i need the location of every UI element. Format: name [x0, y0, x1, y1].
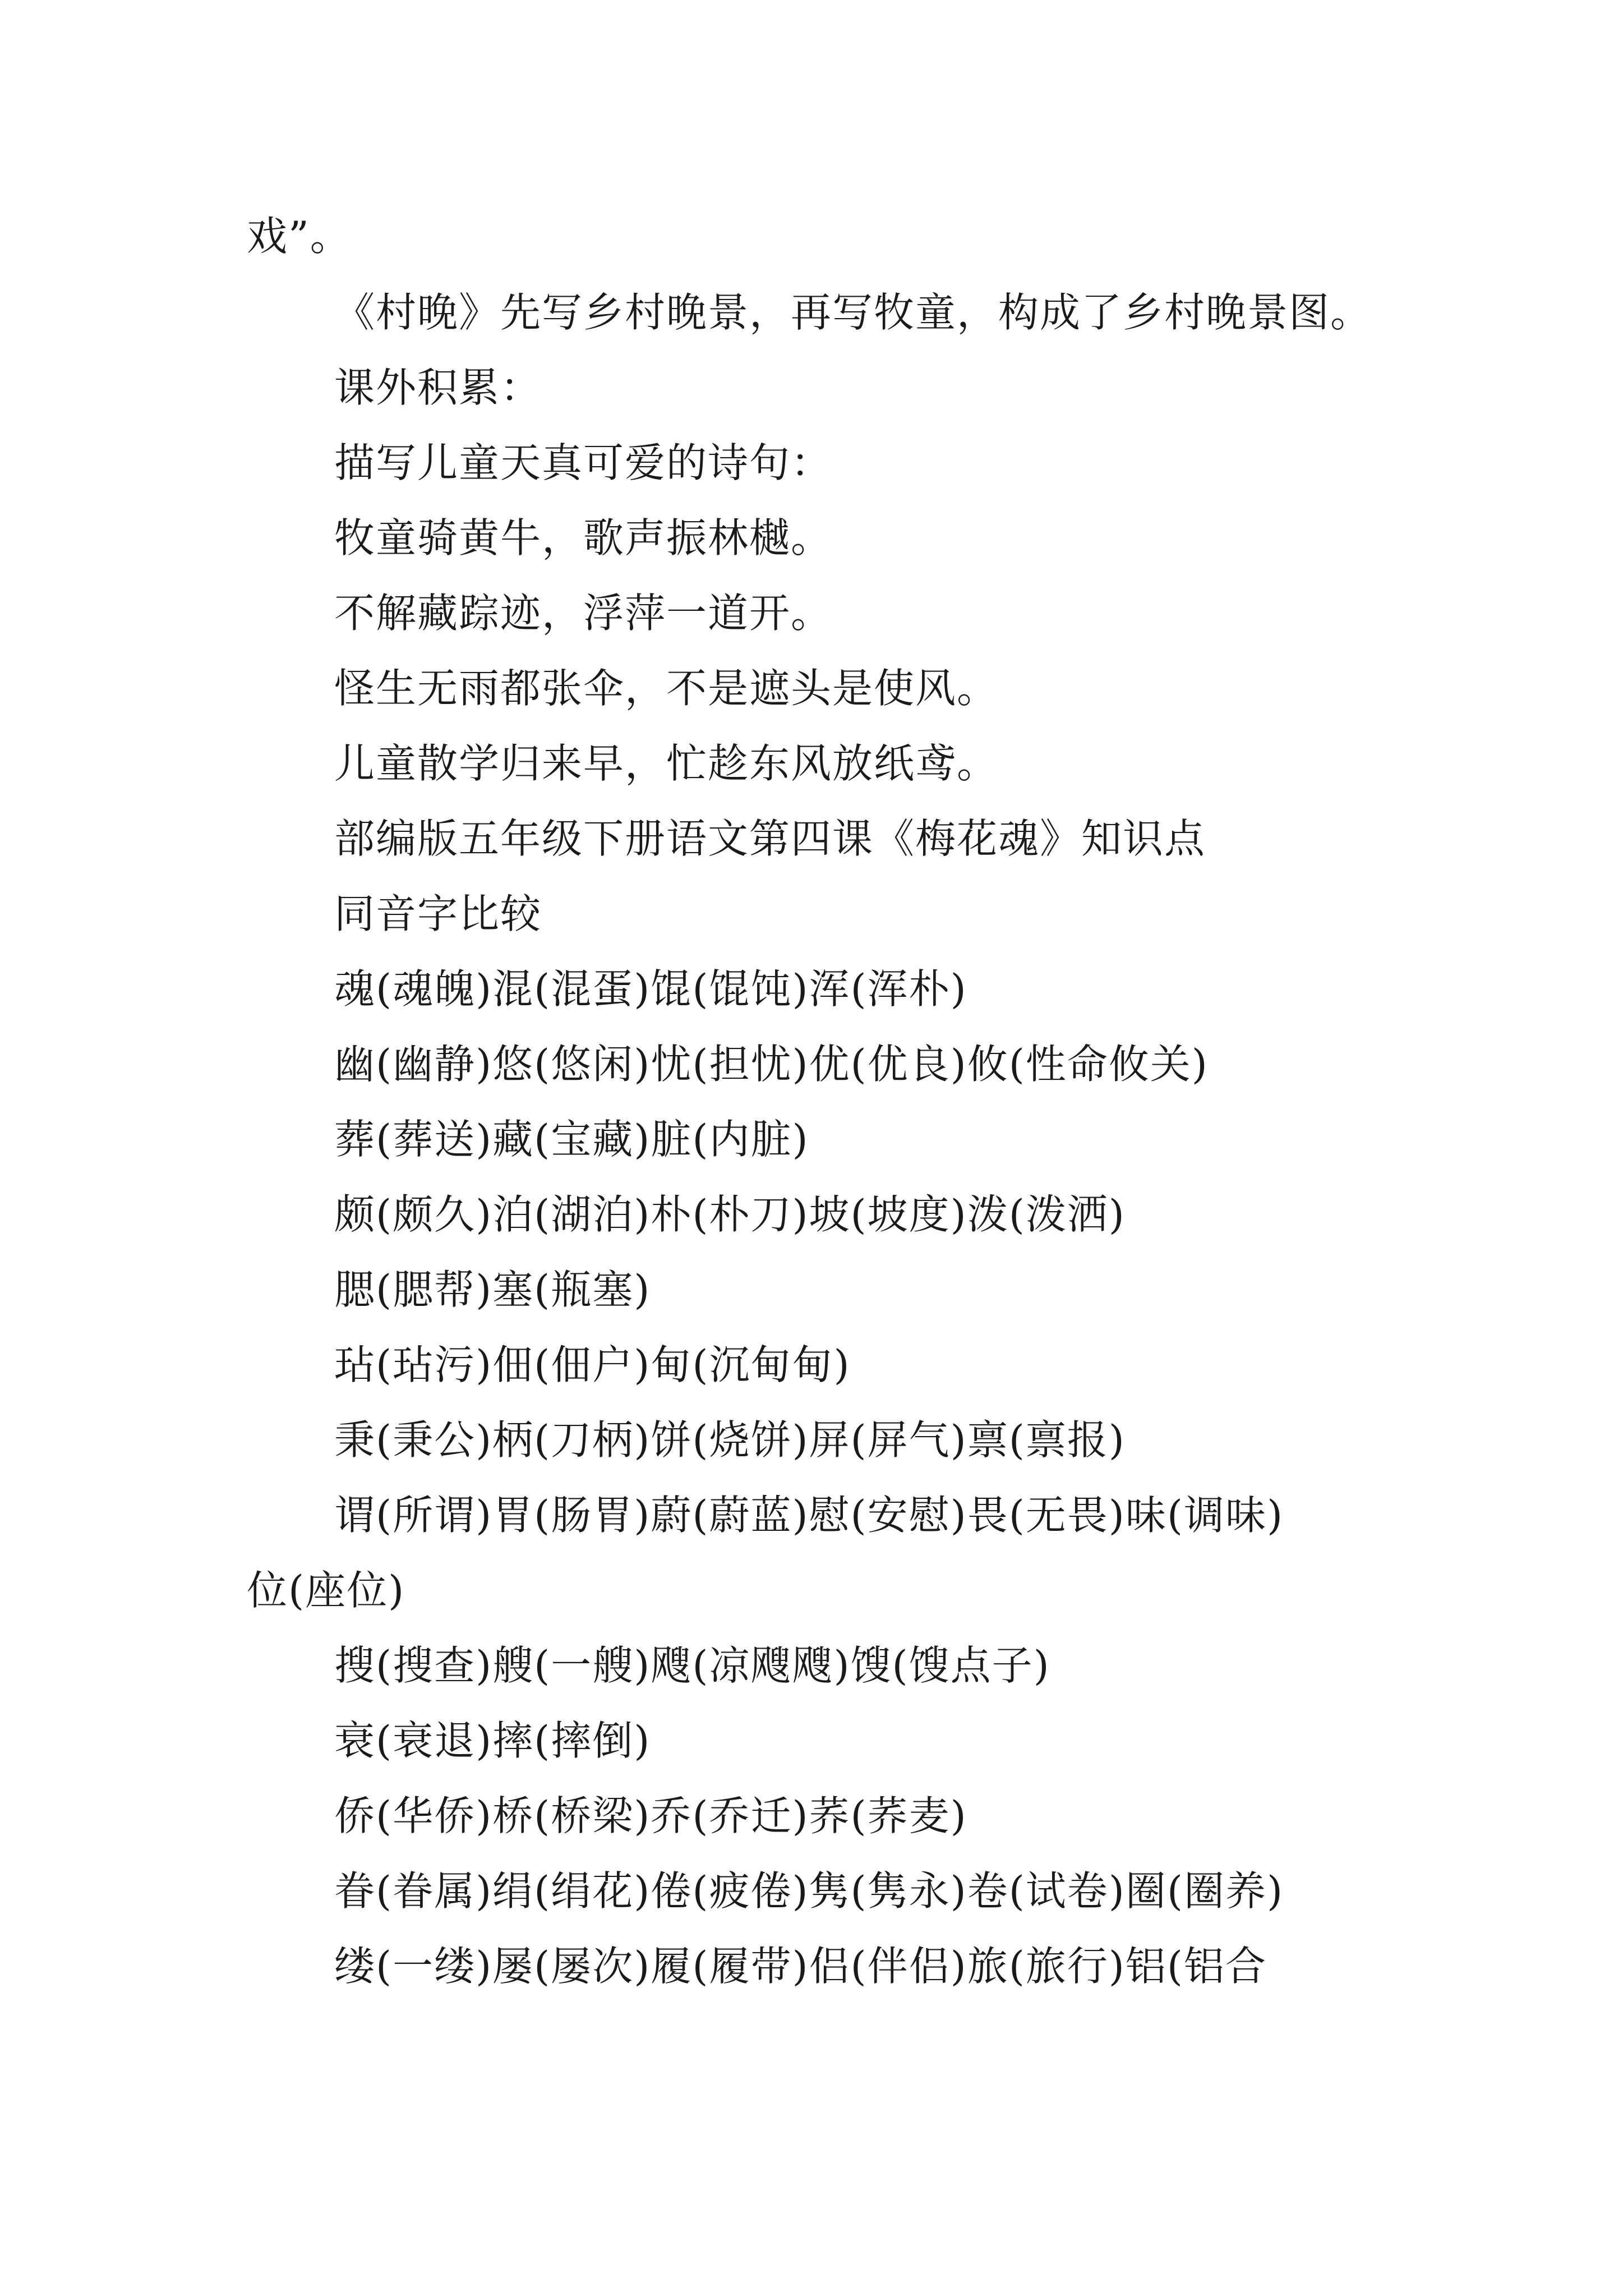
text-line: 描写儿童天真可爱的诗句： [334, 439, 833, 486]
text-line: 牧童骑黄牛，歌声振林樾。 [334, 514, 833, 562]
text-line: 不解藏踪迹，浮萍一道开。 [334, 590, 833, 637]
text-line: 《村晚》先写乡村晚景，再写牧童，构成了乡村晚景图。 [334, 289, 1372, 336]
text-line: 缕(一缕)屡(屡次)履(履带)侣(伴侣)旅(旅行)铝(铝合 [334, 1943, 1267, 1990]
text-line: 侨(华侨)桥(桥梁)乔(乔迁)荞(荞麦) [334, 1792, 967, 1839]
text-line: 颇(颇久)泊(湖泊)朴(朴刀)坡(坡度)泼(泼洒) [334, 1191, 1126, 1238]
section-heading: 部编版五年级下册语文第四课《梅花魂》知识点 [334, 815, 1206, 862]
text-line: 衰(衰退)摔(摔倒) [334, 1717, 651, 1764]
text-line: 位(座位) [247, 1567, 405, 1614]
text-line: 课外积累： [334, 364, 542, 411]
text-line: 眷(眷属)绢(绢花)倦(疲倦)隽(隽永)卷(试卷)圈(圈养) [334, 1867, 1284, 1915]
text-line: 秉(秉公)柄(刀柄)饼(烧饼)屏(屏气)禀(禀报) [334, 1416, 1126, 1464]
subheading: 同音字比较 [334, 890, 542, 937]
text-line: 幽(幽静)悠(悠闲)忧(担忧)优(优良)攸(性命攸关) [334, 1041, 1209, 1088]
text-line: 葬(葬送)藏(宝藏)脏(内脏) [334, 1116, 809, 1163]
text-line: 腮(腮帮)塞(瓶塞) [334, 1266, 651, 1313]
text-line: 魂(魂魄)混(混蛋)馄(馄饨)浑(浑朴) [334, 965, 967, 1013]
text-line: 儿童散学归来早，忙趁东风放纸鸢。 [334, 740, 999, 787]
text-line: 怪生无雨都张伞，不是遮头是使风。 [334, 665, 999, 712]
text-line: 搜(搜查)艘(一艘)飕(凉飕飕)馊(馊点子) [334, 1642, 1050, 1689]
text-line: 玷(玷污)佃(佃户)甸(沉甸甸) [334, 1341, 851, 1388]
text-line: 戏”。 [247, 213, 352, 260]
text-line: 谓(所谓)胃(肠胃)蔚(蔚蓝)慰(安慰)畏(无畏)味(调味) [334, 1492, 1284, 1539]
